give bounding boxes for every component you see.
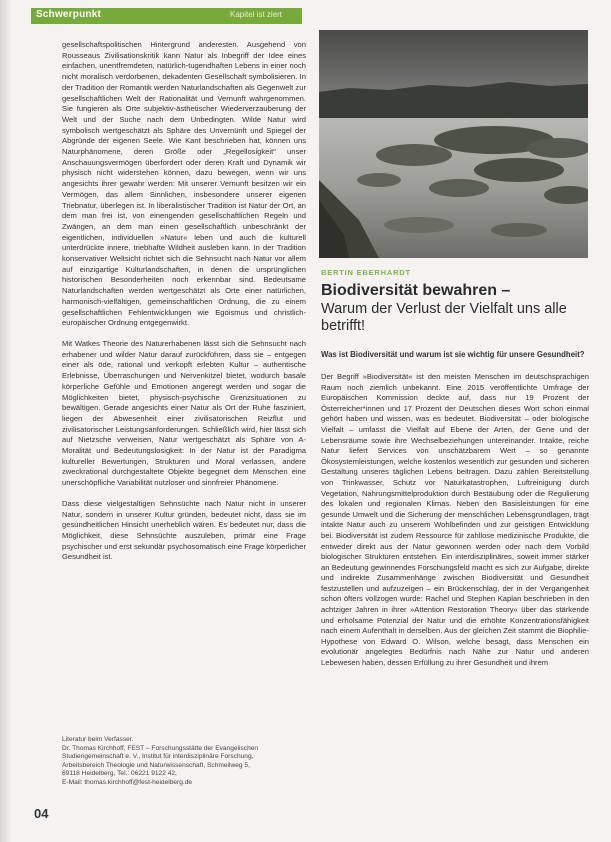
bio-line: Studiengemeinschaft e. V., Institut für interdisziplinäre Forschung, — [62, 753, 254, 761]
left-paragraph: Mit Watkes Theorie des Naturerhabenen lässt sich die Sehnsucht nach erhabener und wilder Natur darauf zurückführen, dass sie – entgegen einer als öde, rational und verkopft erlebten Kultur – authentische Erlebnisse, Überraschungen und Nervenkitzel bietet, wodurch basale körperliche Gefühle und Emotionen angeregt werden und sogar die Möglichkeiten bietet, physisch-psychische Grenzsituationen zu bewältigen. Gerade angesichts einer Natur als Ort der Ruhe fasziniert, liegen der Abwesenheit einer zivilisatorischen Reizflut und zivilisatorischer Leistungsanforderungen. Schließlich wird, hier lässt sich auf Nietzsche verweisen, Natur wertgeschätzt als Sphäre von A-Moralität und Bedeutungslosigkeit: In der Natur ist der Paradigma kultureller Bewertungen, Strukturen und Moral verlassen, andere zweckrational durchgestaltete Objekte begegnet dem Menschen eine unerschöpfliche Variabilität nutzloser und sinnfreier Phänomene. — [62, 338, 306, 488]
page-number: 04 — [34, 806, 49, 821]
left-paragraph: Dass diese vielgestaltigen Sehnsüchte nach Natur nicht in unserer Natur, sondern in unserer Kultur gründen, bedeutet nicht, dass sie im gesundheitlichen Hinsicht unerheblich wären. Es bedeutet nur, dass die Möglichkeit, diese Sehnsüchte auszuleben, primär eine Frage psychischer und erst sekundär psychosomatisch eine Frage körperlicher Gesundheit ist. — [62, 498, 306, 562]
wetland-photo — [319, 30, 588, 258]
article-title: Biodiversität bewahren – — [321, 282, 511, 299]
binding-gutter — [0, 0, 12, 842]
wetland-photo-image — [319, 30, 588, 258]
left-column-text — [62, 40, 306, 573]
section-label: Schwerpunkt — [36, 9, 101, 20]
left-paragraph: gesellschaftspolitischen Hintergrund anderesten. Ausgehend von Rousseaus Zivilisationskritik kann Natur als Inbegriff der Idee eines einfachen, unentfremdeten, natürlich-tugendhaften Lebens in einer noch nicht moralisch verdorbenen, dekadenten Gesellschaft symbolisieren. In der Tradition der Romantik werden Naturlandschaften als Gegenwelt zur gesellschaftlichen Welt der Rationalität und Vernunft wahrgenommen. Sie fungieren als Orte subjektiv-ästhetischer Wiederverzauberung der Welt und der Suche nach dem Unbedingten. Wilde Natur wird symbolisch wertgeschätzt als Sphäre des Unvernünft und Spiegel der Abgründe der eigenen Seele. Wie Kant beschrieben hat, können uns Naturphänomene, deren Größe oder „Regellosigkeit" unser Anschauungsvermögen überfordert oder deren Kraft und Dynamik wir physisch nicht widerstehen können, dazu bewegen, wenn wir uns angesichts ihrer gewahr werden: Mit unserer Vernunft besitzen wir ein Vermögen, das allem Sinnlichen, insbesondere unserer eigenen Triebnatur, überlegen ist. In liberalistischer Tradition ist Natur der Ort, an dem man frei ist, von einengenden gesellschaftlichen Regeln und Zwängen, an dem man einen gesellschaftlich unbeschränkt der eigentlichen, individuellen »Natur« leben und auch die kulturell unterdrückte innere, triebhafte Wildheit ausleben kann. In der Tradition konservativer Weltsicht richtet sich die Sehnsucht nach Natur vor allem auf einzigartige Kulturlandschaften, in denen die ursprünglichen historischen Besonderheiten noch erkennbar sind. Bedeutsame Naturlandschaften werden wertgeschätzt als Orte einer natürlichen, harmonisch-vielfältigen, gemeinschaftlichen Ordnung, die zu einem gesellschaftlichen Fehlentwicklungen wie Egoismus und christlich-europäischer Ordnung entgegenwirkt. — [62, 40, 306, 328]
article-body: Der Begriff »Biodiversität« ist den meisten Menschen im deutschsprachigen Raum noch ziemlich unbekannt. Eine 2015 veröffentlichte Umfrage der Europäischen Kommission deckte auf, dass nur 19 Prozent der Österreicher*innen und 17 Prozent der Deutschen dieses Wort schon einmal gehört haben und wissen, was es bedeutet. Biodiversität – oder biologische Vielfalt – umfasst die Vielfalt auf Ebene der Arten, der Gene und der Lebensräume sowie ihre Wechselbeziehungen untereinander. Intakte, reiche Natur liefert Services von unschätzbarem Wert – so genannte Ökosystemleistungen, welche kostenlos wesentlich zur gesunden und sicheren Gestaltung unseres täglichen Lebens beitragen. Dazu zählen Bereitstellung von Trinkwasser, Schutz vor Naturkatastrophen, Luftreinigung durch Vegetation, Nahrungsmittelproduktion durch Bestäubung oder die Regulierung des lokalen und regionalen Klimas. Neben den Basisleistungen für eine gesunde Umwelt und die Sicherung der menschlichen Lebensgrundlagen, trägt intakte Natur auch zu unserem Wohlbefinden und zur geistigen Entwicklung bei. Biodiversität ist zudem Ressource für zahllose medizinische Produkte, die entweder direkt aus der Natur gewonnen werden oder nach dem Vorbild biologischer Strukturen entstehen. Ein interdisziplinäres, soweit immer stärker an Bedeutung gewinnendes Forschungsfeld macht es sich zur Aufgabe, direkte und indirekte Zusammenhänge zwischen Biodiversität und Gesundheit festzustellen und aufzuzeigen – ein Brückenschlag, der in der Vergangenheit schon öfters vollzogen wurde: Rachel und Stephen Kaplan beschrieben in den achtziger Jahren in ihrer »Attention Restoration Theory« über das stärkende und erholsame Potenzial der Natur und die erhöhte Konzentrationsfähigkeit nach einem Aufenthalt in derselben. Aus der gleichen Zeit stammt die Biophilie-Hypothese von Edward O. Wilson, welche besagt, dass Menschen ein evolutionär angelegtes Bedürfnis nach Nähe zur Natur und anderen Lebewesen haben, dessen Erfüllung zu ihrer Gesundheit und ihrem — [321, 372, 589, 668]
article-question: Was ist Biodiversität und warum ist sie wichtig für unsere Gesundheit? — [321, 350, 585, 359]
bio-line: Dr. Thomas Kirchhoff, FEST – Forschungsstätte der Evangelischen — [62, 744, 259, 752]
section-sublabel: Kapitel ist ziert — [230, 10, 283, 19]
bio-email: E-Mail: thomas.kirchhoff@fest-heidelberg.de — [62, 778, 193, 786]
article-kicker: BERTIN EBERHARDT — [321, 268, 411, 277]
bio-line: 69118 Heidelberg, Tel.: 06221 9122 42, — [62, 770, 177, 778]
bio-line: Arbeitsbereich Theologie und Naturwissenschaft, Schmeilweg 5, — [62, 761, 250, 769]
bio-line: Literatur beim Verfasser. — [62, 736, 134, 743]
article-subtitle: Warum der Verlust der Vielfalt uns alle betrifft! — [321, 301, 567, 334]
author-bio — [62, 736, 306, 788]
